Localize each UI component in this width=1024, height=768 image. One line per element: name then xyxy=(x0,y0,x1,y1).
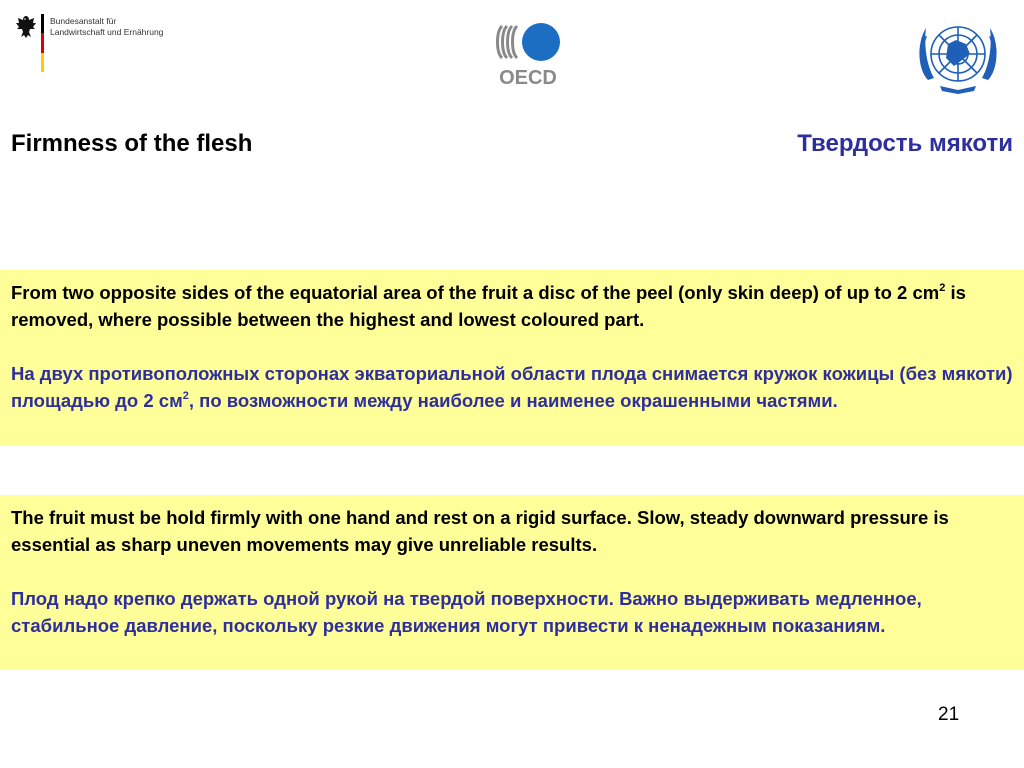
ble-name-line1: Bundesanstalt für xyxy=(50,16,117,26)
instruction-1-russian: На двух противоположных сторонах экваториальной области плода снимается кружок кожицы (без мякоти) площадью до 2 $см^2$, по возможности между наиболее и наименее окрашенными частями. xyxy=(11,363,1013,411)
ble-name-line2: Landwirtschaft und Ernährung xyxy=(50,27,164,37)
german-flag-bar xyxy=(41,14,44,72)
instruction-2-russian: Плод надо крепко держать одной рукой на твердой поверхности. Важно выдерживать медленное, стабильное давление, поскольку резкие движения могут привести к ненадежным показаниям. xyxy=(11,588,922,636)
ble-logo xyxy=(14,14,163,72)
instruction-block-2 xyxy=(0,495,1024,670)
un-emblem-icon xyxy=(912,14,1004,98)
oecd-logo-text: OECD xyxy=(499,67,557,86)
instruction-2-english: The fruit must be hold firmly with one hand and rest on a rigid surface. Slow, steady downward pressure is essential as sharp uneven movements may give unreliable results. xyxy=(11,507,949,555)
instruction-block-1 xyxy=(0,270,1024,446)
slide-header xyxy=(0,0,1024,110)
instruction-1-english: From two opposite sides of the equatorial area of the fruit a disc of the peel (only skin deep) of up to 2 $cm^2$ is removed, where possible between the highest and lowest coloured part. xyxy=(11,281,966,330)
ble-name xyxy=(50,14,163,72)
slide-title-english: Firmness of the flesh xyxy=(11,130,253,157)
slide-title-russian: Твердость мякоти xyxy=(797,130,1013,157)
page-number: 21 xyxy=(938,704,960,725)
oecd-logo xyxy=(492,18,564,86)
german-eagle-icon xyxy=(14,14,38,40)
